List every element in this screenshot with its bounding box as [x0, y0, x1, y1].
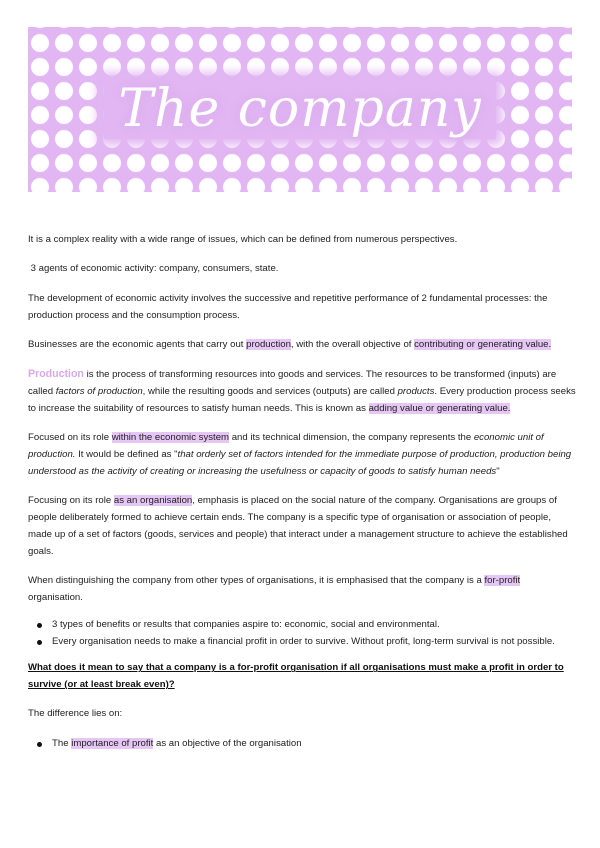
- text-run: Businesses are the economic agents that carry out: [28, 338, 247, 350]
- italic-definition-quote: that orderly set of factors intended for the immediate purpose of production, production being understood as the activity of creating or increasing the usefulness or capacity of goods to satisfy human needs: [28, 449, 572, 477]
- highlight-importance-of-profit: importance of profit: [71, 737, 154, 749]
- bullet-list-benefits: [28, 617, 576, 651]
- paragraph-intro: It is a complex reality with a wide range of issues, which can be defined from numerous perspectives.: [28, 234, 458, 245]
- italic-economic-unit: economic unit of production.: [28, 432, 544, 461]
- paragraph-processes: The development of economic activity involves the successive and repetitive performance of 2 fundamental processes: the production process and the consumption process.: [28, 292, 548, 321]
- text-run: Focused on its role: [28, 432, 112, 444]
- highlight-production: production: [246, 338, 291, 350]
- highlight-adding-value: adding value or generating value.: [368, 402, 511, 414]
- text-run: , with the overall objective of: [290, 338, 415, 350]
- list-item: [52, 736, 576, 753]
- text-run: . Every production process seeks to increase the suitability of resources to satisfy human needs. This is known as: [28, 386, 576, 414]
- highlight-economic-system: within the economic system: [111, 432, 230, 444]
- text-run: as an objective of the organisation: [153, 737, 302, 749]
- paragraph-organisation: [28, 493, 576, 560]
- italic-factors-of-production: factors of production: [55, 386, 143, 398]
- text-run: ": [496, 465, 500, 477]
- text-run: is the process of transforming resources into goods and services. The resources to be transformed (inputs) are called: [28, 369, 557, 398]
- text-run: When distinguishing the company from other types of organisations, it is emphasised that the company is a: [28, 575, 485, 587]
- text-run: Focusing on its role: [28, 495, 114, 507]
- paragraph-businesses: [28, 337, 576, 354]
- text-run: The: [52, 737, 72, 749]
- bullet-list-difference: [28, 736, 576, 753]
- question-heading: What does it mean to say that a company is a for-profit organisation if all organisations must make a profit in order to survive (or at least break even)?: [28, 662, 564, 691]
- document-body: [28, 232, 576, 765]
- list-item: 3 types of benefits or results that companies aspire to: economic, social and environmental.: [52, 617, 576, 634]
- text-run: organisation.: [28, 591, 83, 603]
- page-title-text: The company: [104, 79, 495, 139]
- list-item: Every organisation needs to make a financial profit in order to survive. Without profit, long-term survival is not possible.: [52, 634, 576, 651]
- paragraph-for-profit: [28, 573, 576, 607]
- paragraph-difference: The difference lies on:: [28, 708, 123, 720]
- text-run: It would be defined as ": [75, 449, 178, 461]
- page-title: [28, 79, 572, 139]
- highlight-for-profit: for-profit: [484, 575, 521, 587]
- highlight-organisation: as an organisation: [113, 495, 193, 507]
- title-banner: [28, 27, 572, 192]
- paragraph-production: [28, 366, 576, 417]
- text-run: , emphasis is placed on the social nature of the company. Organisations are groups of people deliberately formed to achieve certain ends. The company is a specific type of organisation or association of people, made up of a set of factors (goods, services and people) that interact under a management structure to achieve the established goals.: [28, 495, 568, 557]
- term-production: Production: [28, 368, 84, 381]
- text-run: , while the resulting goods and services (outputs) are called: [142, 386, 398, 398]
- paragraph-economic-system: [28, 430, 576, 480]
- highlight-generating-value: contributing or generating value.: [414, 338, 552, 350]
- paragraph-agents: 3 agents of economic activity: company, consumers, state.: [28, 263, 279, 275]
- text-run: and its technical dimension, the company represents the: [229, 432, 474, 444]
- italic-products: products: [397, 386, 435, 398]
